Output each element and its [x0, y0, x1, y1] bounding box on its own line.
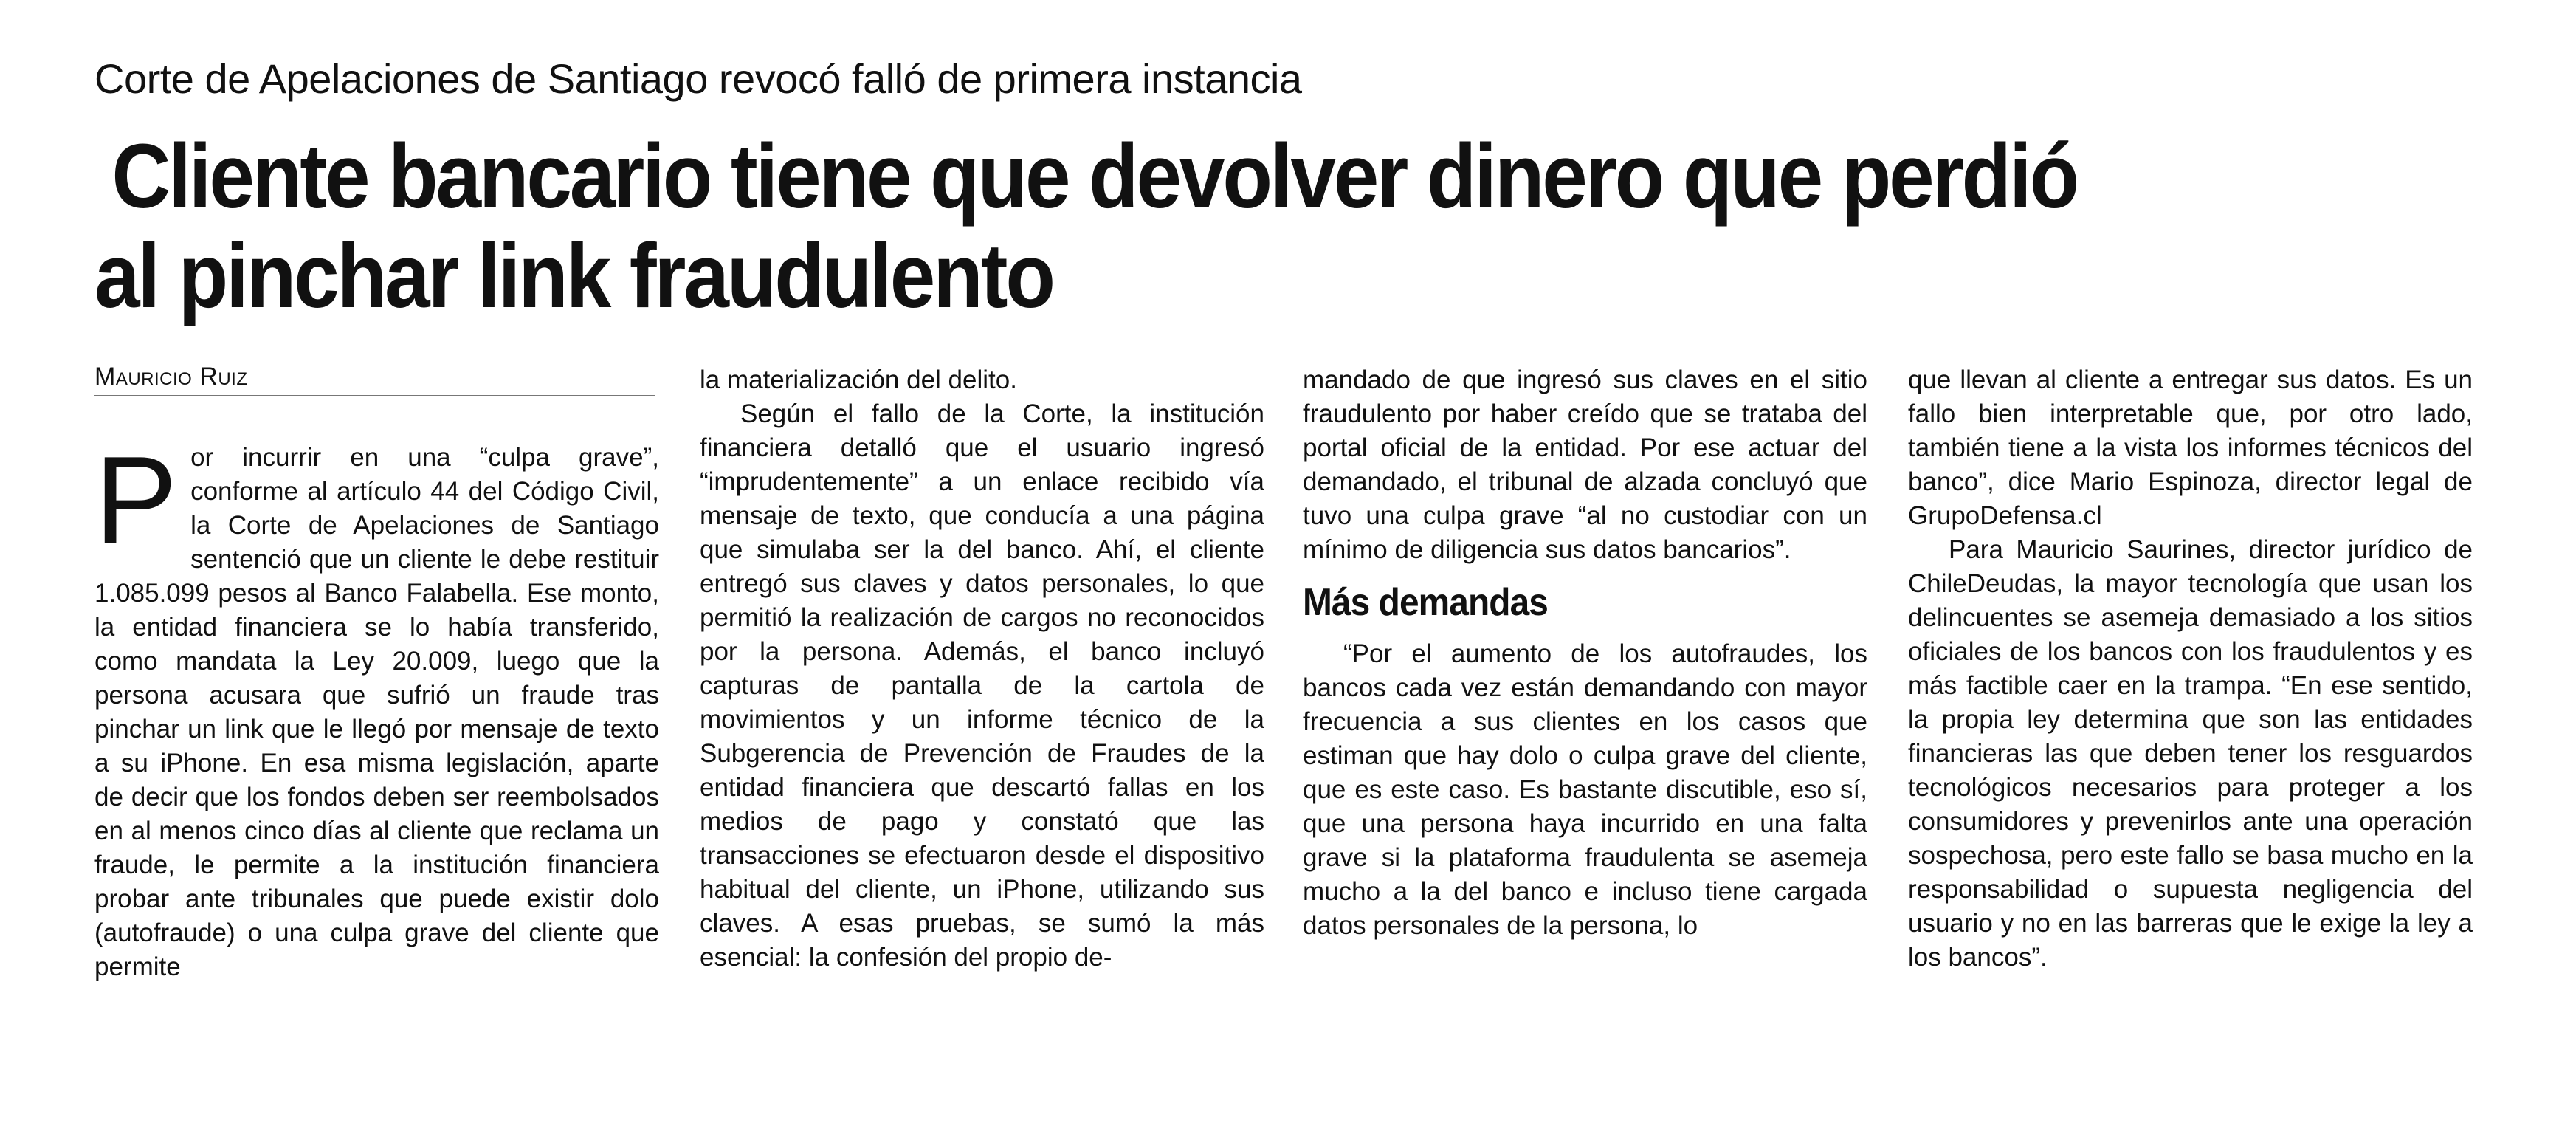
headline-line-1: Cliente bancario tiene que devolver dinero que perdió — [111, 126, 2078, 227]
article-kicker: Corte de Apelaciones de Santiago revocó falló de primera instancia — [94, 55, 1302, 102]
column-2-paragraph-1: la materialización del delito. — [700, 365, 1017, 394]
column-2-paragraph-2: Según el fallo de la Corte, la institución financiera detalló que el usuario ingresó “imprudentemente” a un enlace recibido vía mensaje de texto, que conducía a una página que simulaba ser la del banco. Ahí, el cliente entregó sus claves y datos personales, lo que permitió la realización de cargos no reconocidos por la persona. Además, el banco incluyó capturas de pantalla de la cartola de movimientos y un informe técnico de la Subgerencia de Prevención de Fraudes de la entidad financiera que descartó fallas en los medios de pago y constató que las transacciones se efectuaron desde el dispositivo habitual del cliente, un iPhone, utilizando sus claves. A esas pruebas, se sumó la más esencial: la confesión del propio de- — [700, 399, 1264, 972]
article-headline — [94, 127, 2154, 327]
section-subheading: Más demandas — [1303, 581, 1548, 624]
article-byline: Mauricio Ruiz — [94, 363, 655, 396]
column-1-text: or incurrir en una “culpa grave”, conforme al artículo 44 del Código Civil, la Corte de Apelaciones de Santiago sentenció que un cliente le debe restituir 1.085.099 pesos al Banco Falabella. Ese monto, la entidad financiera se lo había transferido, como mandata la Ley 20.009, luego que la persona acusara que sufrió un fraude tras pinchar un link que le llegó por mensaje de texto a su iPhone. En esa misma legislación, aparte de decir que los fondos deben ser reembolsados en al menos cinco días al cliente que reclama un fraude, le permite a la institución financiera probar ante tribunales que puede existir dolo (autofraude) o una culpa grave del cliente que permite — [94, 443, 659, 982]
drop-cap: P — [94, 430, 178, 570]
column-4-paragraph-1: que llevan al cliente a entregar sus datos. Es un fallo bien interpretable que, por otro lado, también tiene a la vista los informes técnicos del banco”, dice Mario Espinoza, director legal de GrupoDefensa.cl — [1908, 365, 2473, 530]
column-3-paragraph-2: “Por el aumento de los autofraudes, los bancos cada vez están demandando con mayor frecuencia a sus clientes en los casos que estiman que hay dolo o culpa grave del cliente, que es este caso. Es bastante discutible, eso sí, que una persona haya incurrido en una falta grave si la plataforma fraudulenta se asemeja mucho a la del banco e incluso tiene cargada datos personales de la persona, lo — [1303, 639, 1867, 941]
article-column-3 — [1303, 363, 1867, 1102]
article-column-4 — [1908, 363, 2473, 1102]
headline-line-2: al pinchar link fraudulento — [94, 226, 1053, 328]
article-column-2 — [700, 363, 1264, 1102]
column-1-paragraph — [94, 430, 659, 984]
column-3-paragraph-1: mandado de que ingresó sus claves en el sitio fraudulento por haber creído que se trataba del portal oficial de la entidad. Por ese actuar del demandado, el tribunal de alzada concluyó que tuvo una culpa grave “al no custodiar con un mínimo de diligencia sus datos bancarios”. — [1303, 365, 1867, 564]
column-4-paragraph-2: Para Mauricio Saurines, director jurídico de ChileDeudas, la mayor tecnología que usan los delincuentes se asemeja demasiado a los sitios oficiales de los bancos con los fraudulentos y es más factible caer en la trampa. “En ese sentido, la propia ley determina que son las entidades financieras las que deben tener los resguardos tecnológicos necesarios para proteger a los consumidores y prevenirlos ante una operación sospechosa, pero este fallo se basa mucho en la responsabilidad o supuesta negligencia del usuario y no en las barreras que le exige la ley a los bancos”. — [1908, 535, 2473, 972]
article-column-1 — [94, 363, 659, 1102]
